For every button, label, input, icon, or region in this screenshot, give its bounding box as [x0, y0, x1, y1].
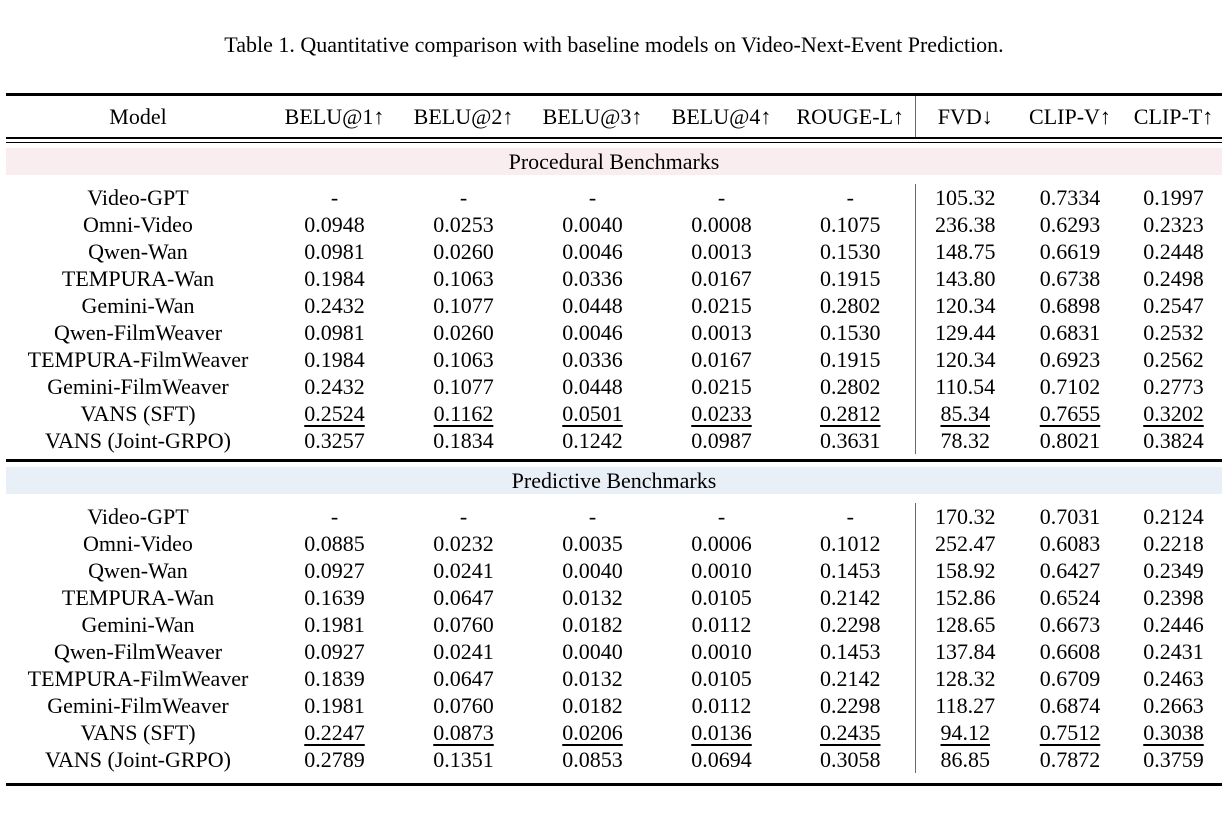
cell-value: 0.0260 [433, 239, 494, 264]
cell-value: 0.2498 [1143, 266, 1204, 291]
cell-value: 0.2446 [1143, 612, 1204, 637]
cell-value: 0.6709 [1039, 666, 1101, 691]
cell-value: 0.0132 [562, 585, 623, 610]
cell-value [1015, 400, 1125, 427]
cell-value: - [330, 185, 339, 210]
cell-value: 0.0035 [562, 531, 623, 556]
table-row [6, 427, 1222, 454]
cell-value: 0.6923 [1039, 347, 1101, 372]
cell-value: 0.0040 [562, 212, 623, 237]
cell-value [786, 719, 915, 746]
cell-value: 0.2398 [1143, 585, 1204, 610]
cell-value: 0.2124 [1143, 504, 1204, 529]
cell-model: Omni-Video [83, 212, 193, 237]
section-band-label: Predictive Benchmarks [6, 467, 1222, 494]
cell-value: 0.0981 [304, 320, 365, 345]
cell-value: 0.2431 [1143, 639, 1204, 664]
cell-value: 0.0981 [304, 239, 365, 264]
cell-value: 0.3824 [1143, 428, 1204, 453]
cell-value: 0.3257 [304, 428, 365, 453]
cell-value: 0.1063 [433, 266, 494, 291]
cell-value: 0.0105 [691, 585, 752, 610]
cell-value: 0.1915 [820, 347, 881, 372]
cell-model: Gemini-Wan [81, 293, 195, 318]
table-row [6, 503, 1222, 530]
cell-value: - [717, 504, 726, 529]
cell-value: 0.1997 [1143, 185, 1204, 210]
cell-model: VANS (Joint-GRPO) [44, 428, 231, 453]
cell-value: 0.1063 [433, 347, 494, 372]
underlined-value: 0.0501 [562, 401, 623, 426]
cell-value: 0.8021 [1039, 428, 1101, 453]
cell-value: 0.6427 [1039, 558, 1101, 583]
spacer [6, 494, 1222, 503]
underlined-value: 0.2524 [304, 401, 365, 426]
cell-value: 0.6524 [1039, 585, 1101, 610]
cell-value [270, 719, 399, 746]
cell-value: 236.38 [915, 211, 1015, 238]
cell-value: 0.0215 [691, 374, 752, 399]
underlined-value: 0.2435 [820, 720, 881, 745]
cell-value: 0.2448 [1143, 239, 1204, 264]
table-row [6, 211, 1222, 238]
cell-value: 0.6083 [1039, 531, 1101, 556]
cell-value: 0.6293 [1039, 212, 1101, 237]
cell-value: 0.2298 [820, 693, 881, 718]
column-header-belu1: BELU@1↑ [284, 104, 385, 129]
cell-value: 0.0647 [433, 666, 494, 691]
underlined-value: 0.7655 [1039, 401, 1101, 426]
cell-model: Qwen-FilmWeaver [53, 320, 223, 345]
cell-value: 0.1530 [820, 239, 881, 264]
cell-value [915, 400, 1015, 427]
cell-value: 0.0112 [691, 693, 752, 718]
cell-value: 110.54 [915, 373, 1015, 400]
cell-value: 0.0927 [304, 558, 365, 583]
cell-value: 0.1834 [433, 428, 494, 453]
cell-value: 0.0253 [433, 212, 494, 237]
cell-value: 0.0853 [562, 747, 623, 772]
cell-value [528, 719, 657, 746]
cell-value: 0.1981 [304, 612, 365, 637]
cell-value: 0.0694 [691, 747, 752, 772]
cell-value: - [459, 504, 468, 529]
cell-value: 0.1242 [562, 428, 623, 453]
cell-value [915, 719, 1015, 746]
cell-value: 0.0167 [691, 266, 752, 291]
cell-value: 0.0948 [304, 212, 365, 237]
cell-value: 0.0215 [691, 293, 752, 318]
cell-value: 0.0647 [433, 585, 494, 610]
cell-value: 0.0885 [304, 531, 365, 556]
column-header-belu3: BELU@3↑ [542, 104, 643, 129]
cell-value: 0.3631 [820, 428, 881, 453]
cell-value: 0.0336 [562, 266, 623, 291]
column-header-fvd: FVD↓ [915, 96, 1015, 137]
cell-value: - [717, 185, 726, 210]
table-row [6, 638, 1222, 665]
section-rule [6, 783, 1222, 786]
underlined-value: 0.2247 [304, 720, 365, 745]
cell-value: 143.80 [915, 265, 1015, 292]
cell-value: 0.0010 [691, 639, 752, 664]
cell-model: Gemini-FilmWeaver [47, 374, 229, 399]
table-row [6, 665, 1222, 692]
column-header-clipt: CLIP-T↑ [1133, 104, 1214, 129]
cell-value: 158.92 [915, 557, 1015, 584]
section-band-label: Procedural Benchmarks [6, 148, 1222, 175]
cell-model: VANS (SFT) [80, 401, 196, 426]
cell-model: Qwen-Wan [88, 239, 188, 264]
cell-model: Gemini-FilmWeaver [47, 693, 229, 718]
cell-value: 170.32 [915, 503, 1015, 530]
cell-value: 0.7872 [1039, 747, 1101, 772]
header-row [6, 96, 1222, 137]
cell-value: 0.0760 [433, 612, 494, 637]
cell-value: 0.1075 [820, 212, 881, 237]
cell-value: 137.84 [915, 638, 1015, 665]
underlined-value: 94.12 [940, 720, 990, 745]
table-row [6, 611, 1222, 638]
cell-value: 0.2463 [1143, 666, 1204, 691]
cell-value: 148.75 [915, 238, 1015, 265]
cell-value: 0.2802 [820, 374, 881, 399]
cell-value: 0.0760 [433, 693, 494, 718]
cell-value: 0.0010 [691, 558, 752, 583]
cell-value: - [588, 504, 597, 529]
cell-value: - [588, 185, 597, 210]
table-caption: Table 1. Quantitative comparison with baseline models on Video-Next-Event Prediction. [224, 32, 1004, 57]
cell-value: 0.0167 [691, 347, 752, 372]
cell-value: 0.0232 [433, 531, 494, 556]
cell-value: 0.0132 [562, 666, 623, 691]
table-row [6, 373, 1222, 400]
cell-value: 120.34 [915, 346, 1015, 373]
underlined-value: 0.3038 [1143, 720, 1204, 745]
table-row [6, 719, 1222, 746]
cell-value: 0.1453 [820, 639, 881, 664]
cell-value: 0.7102 [1039, 374, 1101, 399]
cell-value: 0.1012 [820, 531, 881, 556]
cell-value: 0.2663 [1143, 693, 1204, 718]
cell-value: 0.2802 [820, 293, 881, 318]
cell-value: 86.85 [915, 746, 1015, 773]
cell-value: 0.7031 [1039, 504, 1101, 529]
cell-value: 0.0008 [691, 212, 752, 237]
results-table [6, 93, 1222, 786]
cell-value [657, 400, 786, 427]
spacer [6, 773, 1222, 783]
underlined-value: 0.0233 [691, 401, 752, 426]
cell-value: 0.1984 [304, 347, 365, 372]
cell-model: TEMPURA-Wan [61, 585, 215, 610]
table-row [6, 692, 1222, 719]
cell-model: Video-GPT [87, 185, 189, 210]
table-row [6, 292, 1222, 319]
table-row [6, 265, 1222, 292]
cell-value: 152.86 [915, 584, 1015, 611]
cell-value: 0.0987 [691, 428, 752, 453]
cell-value: 0.1077 [433, 374, 494, 399]
cell-value: 0.0040 [562, 558, 623, 583]
cell-value: 0.0448 [562, 374, 623, 399]
cell-value: 0.2142 [820, 585, 881, 610]
cell-value: 0.0013 [691, 239, 752, 264]
underlined-value: 0.3202 [1143, 401, 1204, 426]
cell-value: 129.44 [915, 319, 1015, 346]
cell-value: 0.0112 [691, 612, 752, 637]
cell-value: 0.2547 [1143, 293, 1204, 318]
cell-value [399, 719, 528, 746]
cell-value: 0.0046 [562, 239, 623, 264]
underlined-value: 0.0136 [691, 720, 752, 745]
cell-value: 0.1639 [304, 585, 365, 610]
cell-value: 0.2432 [304, 293, 365, 318]
cell-model: TEMPURA-Wan [61, 266, 215, 291]
section-band [6, 467, 1222, 494]
cell-value: 118.27 [915, 692, 1015, 719]
cell-value: 0.6619 [1039, 239, 1101, 264]
cell-value: 0.1530 [820, 320, 881, 345]
cell-value: 0.3058 [820, 747, 881, 772]
cell-value [786, 400, 915, 427]
cell-value: 0.2532 [1143, 320, 1204, 345]
cell-value: 252.47 [915, 530, 1015, 557]
cell-value: 0.6831 [1039, 320, 1101, 345]
cell-value [1015, 719, 1125, 746]
column-header-clipv: CLIP-V↑ [1029, 104, 1111, 129]
underlined-value: 85.34 [940, 401, 990, 426]
cell-value [657, 719, 786, 746]
cell-value: 128.65 [915, 611, 1015, 638]
cell-model: Qwen-FilmWeaver [53, 639, 223, 664]
column-header-belu4: BELU@4↑ [671, 104, 772, 129]
underlined-value: 0.2812 [820, 401, 881, 426]
cell-value: 0.6738 [1039, 266, 1101, 291]
cell-value: 105.32 [915, 184, 1015, 211]
column-header-belu2: BELU@2↑ [413, 104, 514, 129]
cell-value [270, 400, 399, 427]
cell-model: TEMPURA-FilmWeaver [27, 347, 249, 372]
cell-value: 0.1915 [820, 266, 881, 291]
cell-value: 0.2323 [1143, 212, 1204, 237]
table-row [6, 746, 1222, 773]
section-band [6, 148, 1222, 175]
underlined-value: 0.0206 [562, 720, 623, 745]
cell-value: 0.1981 [304, 693, 365, 718]
column-header-rougel: ROUGE-L↑ [796, 104, 905, 129]
cell-value: 0.2562 [1143, 347, 1204, 372]
cell-value: 0.0448 [562, 293, 623, 318]
cell-value: - [846, 185, 854, 210]
table-row [6, 584, 1222, 611]
cell-value: 0.0927 [304, 639, 365, 664]
cell-value: 120.34 [915, 292, 1015, 319]
cell-value: 0.6898 [1039, 293, 1101, 318]
cell-value: 0.1453 [820, 558, 881, 583]
cell-value: 0.0260 [433, 320, 494, 345]
cell-value: 0.0182 [562, 693, 623, 718]
cell-value: 0.1984 [304, 266, 365, 291]
cell-value [528, 400, 657, 427]
spacer [6, 175, 1222, 184]
cell-value: 78.32 [915, 427, 1015, 454]
cell-value: 0.2789 [304, 747, 365, 772]
cell-value: 0.6874 [1039, 693, 1101, 718]
cell-value: 0.2218 [1143, 531, 1204, 556]
cell-value: 0.0013 [691, 320, 752, 345]
cell-value: 0.0241 [433, 639, 494, 664]
cell-value [1125, 400, 1222, 427]
cell-value: - [330, 504, 339, 529]
underlined-value: 0.0873 [433, 720, 494, 745]
cell-model: Omni-Video [83, 531, 193, 556]
cell-model: Qwen-Wan [88, 558, 188, 583]
cell-value: 0.2432 [304, 374, 365, 399]
table-row [6, 530, 1222, 557]
table-row [6, 184, 1222, 211]
cell-value: 0.0006 [691, 531, 752, 556]
cell-value: 0.0336 [562, 347, 623, 372]
table-row [6, 238, 1222, 265]
cell-value: 0.6608 [1039, 639, 1101, 664]
cell-value: 0.3759 [1143, 747, 1204, 772]
table-row [6, 319, 1222, 346]
table-row [6, 346, 1222, 373]
cell-value: 0.2349 [1143, 558, 1204, 583]
cell-value: 0.0105 [691, 666, 752, 691]
cell-value: 0.1839 [304, 666, 365, 691]
cell-value: 0.7334 [1039, 185, 1101, 210]
cell-model: Gemini-Wan [81, 612, 195, 637]
cell-value: 0.2298 [820, 612, 881, 637]
cell-model: VANS (SFT) [80, 720, 196, 745]
cell-value: - [459, 185, 468, 210]
cell-value: 128.32 [915, 665, 1015, 692]
cell-value: 0.0182 [562, 612, 623, 637]
cell-model: Video-GPT [87, 504, 189, 529]
table-row [6, 400, 1222, 427]
cell-value: 0.0046 [562, 320, 623, 345]
cell-model: TEMPURA-FilmWeaver [27, 666, 249, 691]
cell-value: 0.6673 [1039, 612, 1101, 637]
underlined-value: 0.1162 [433, 401, 494, 426]
underlined-value: 0.7512 [1039, 720, 1101, 745]
cell-value [399, 400, 528, 427]
cell-value: 0.2773 [1143, 374, 1204, 399]
table-row [6, 557, 1222, 584]
cell-value: - [846, 504, 854, 529]
column-header-model: Model [109, 104, 167, 129]
cell-value: 0.1351 [433, 747, 494, 772]
cell-value: 0.0040 [562, 639, 623, 664]
cell-value [1125, 719, 1222, 746]
cell-value: 0.1077 [433, 293, 494, 318]
cell-value: 0.2142 [820, 666, 881, 691]
cell-value: 0.0241 [433, 558, 494, 583]
cell-model: VANS (Joint-GRPO) [44, 747, 231, 772]
